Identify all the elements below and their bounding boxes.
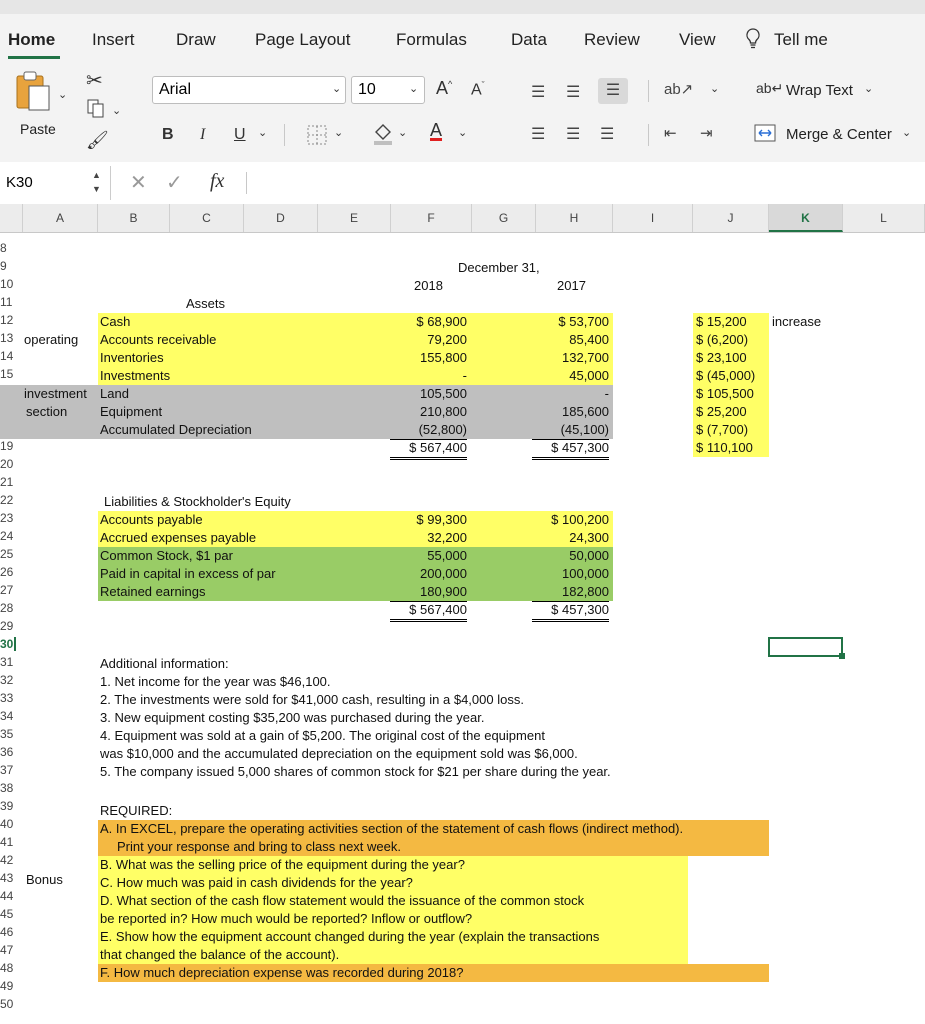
asset-label[interactable]: Accounts receivable — [100, 332, 217, 347]
section-label[interactable]: section — [26, 404, 68, 419]
tab-home-underline — [8, 56, 60, 59]
additional-info-line[interactable]: 3. New equipment costing $35,200 was purchased during the year. — [100, 710, 485, 725]
required-line[interactable]: F. How much depreciation expense was recorded during 2018? — [100, 965, 464, 980]
cancel-icon[interactable]: ✕ — [130, 172, 147, 194]
row-header[interactable]: 25 — [0, 547, 14, 561]
copy-dropdown-icon[interactable]: ⌄ — [112, 105, 122, 117]
liability-2018-value[interactable]: 180,900 — [390, 583, 467, 602]
name-box-value: K30 — [6, 174, 33, 191]
orientation-dropdown-icon[interactable]: ⌄ — [710, 83, 720, 95]
additional-info-line[interactable]: 2. The investments were sold for $41,000 cash, resulting in a $4,000 loss. — [100, 692, 524, 707]
italic-button[interactable]: I — [200, 126, 206, 143]
column-header-j[interactable]: J — [693, 204, 769, 232]
row-header[interactable]: 42 — [0, 853, 14, 867]
required-line[interactable]: REQUIRED: — [100, 803, 173, 818]
row-header[interactable]: 38 — [0, 781, 14, 795]
row-header[interactable]: 24 — [0, 529, 14, 543]
lightbulb-icon — [745, 28, 761, 55]
name-box-stepper-icon[interactable]: ▲ ▼ — [92, 170, 101, 194]
liab-total-2018[interactable]: $ 567,400 — [390, 601, 467, 622]
tab-review[interactable]: Review — [584, 30, 640, 49]
row-header[interactable]: 32 — [0, 673, 14, 687]
row-header[interactable]: 21 — [0, 475, 14, 489]
row-header[interactable]: 37 — [0, 763, 14, 777]
row-header[interactable]: 36 — [0, 745, 14, 759]
tab-tell-me[interactable]: Tell me — [774, 30, 828, 49]
wrap-text-icon[interactable]: ab↵ — [756, 80, 784, 96]
tab-formulas[interactable]: Formulas — [396, 30, 467, 49]
paste-icon[interactable] — [14, 70, 54, 119]
merge-center-dropdown-icon[interactable]: ⌄ — [902, 127, 912, 139]
underline-button[interactable]: U — [234, 126, 246, 143]
font-name-select[interactable]: Arial — [152, 76, 346, 104]
tab-page-layout[interactable]: Page Layout — [255, 30, 351, 49]
asset-2018-value[interactable]: 155,800 — [420, 350, 467, 365]
decrease-indent-icon[interactable]: ⇤ — [664, 125, 677, 142]
row-header[interactable]: 43 — [0, 871, 14, 885]
liability-2018-value[interactable]: 55,000 — [427, 548, 467, 563]
increase-indent-icon[interactable]: ⇥ — [700, 125, 713, 142]
row-header[interactable]: 30 — [0, 637, 16, 651]
row-header[interactable]: 47 — [0, 943, 14, 957]
underline-dropdown-icon[interactable]: ⌄ — [258, 127, 268, 139]
required-line[interactable]: C. How much was paid in cash dividends for the year? — [100, 875, 413, 890]
row-header[interactable]: 28 — [0, 601, 14, 615]
row-header[interactable]: 27 — [0, 583, 14, 597]
liability-label[interactable]: Common Stock, $1 par — [100, 548, 233, 563]
wrap-text-dropdown-icon[interactable]: ⌄ — [864, 83, 874, 95]
date-header[interactable]: December 31, — [458, 260, 540, 275]
assets-total-change[interactable]: $ 110,100 — [696, 440, 753, 455]
liability-label[interactable]: Paid in capital in excess of par — [100, 566, 276, 581]
row-header[interactable]: 49 — [0, 979, 14, 993]
decrease-font-icon[interactable]: $A^ˇ$ — [471, 80, 485, 99]
merge-center-button[interactable]: Merge & Center — [786, 126, 892, 143]
row-header[interactable]: 35 — [0, 727, 14, 741]
column-header-k[interactable]: K — [769, 204, 843, 232]
liability-2017-value[interactable]: 182,800 — [532, 583, 609, 602]
fill-handle[interactable] — [839, 653, 845, 659]
title-strip — [0, 0, 925, 14]
liability-2018-value[interactable]: $ 99,300 — [416, 512, 467, 527]
liability-2017-value[interactable]: 100,000 — [562, 566, 609, 581]
row-header[interactable]: 12 — [0, 313, 14, 327]
row-header[interactable]: 44 — [0, 889, 14, 903]
required-line[interactable]: Print your response and bring to class next week. — [117, 839, 401, 854]
asset-change-value[interactable]: $ 105,500 — [696, 386, 754, 401]
enter-icon[interactable]: ✓ — [166, 172, 183, 194]
asset-2018-value[interactable]: 105,500 — [420, 386, 467, 401]
asset-change-value[interactable]: $ 15,200 — [696, 314, 747, 329]
column-header-h[interactable]: H — [536, 204, 613, 232]
assets-total-2017[interactable]: $ 457,300 — [532, 439, 609, 460]
asset-label[interactable]: Equipment — [100, 404, 163, 419]
copy-icon[interactable] — [86, 98, 108, 123]
divider — [648, 80, 649, 102]
row-header[interactable]: 15 — [0, 367, 14, 381]
row-header[interactable]: 45 — [0, 907, 14, 921]
row-header[interactable]: 13 — [0, 331, 14, 345]
row-header[interactable]: 10 — [0, 277, 14, 291]
investment-label[interactable]: investment — [24, 386, 87, 401]
liability-2017-value[interactable]: 24,300 — [569, 530, 609, 545]
column-header-d[interactable]: D — [244, 204, 318, 232]
ribbon — [0, 0, 925, 163]
row-header[interactable]: 19 — [0, 439, 14, 453]
asset-label[interactable]: Land — [100, 386, 129, 401]
liabilities-title[interactable]: Liabilities & Stockholder's Equity — [104, 494, 291, 509]
selected-cell-k30[interactable] — [768, 637, 843, 657]
row-header[interactable]: 40 — [0, 817, 14, 831]
asset-change-value[interactable]: $ (45,000) — [696, 368, 756, 383]
font-color-dropdown-icon[interactable]: ⌄ — [458, 127, 468, 139]
year-2017-header[interactable]: 2017 — [557, 278, 586, 293]
asset-2017-value[interactable]: - — [604, 386, 609, 401]
additional-info-line[interactable]: 1. Net income for the year was $46,100. — [100, 674, 331, 689]
tab-home[interactable]: Home — [8, 30, 56, 49]
liability-2018-value[interactable]: 32,200 — [427, 530, 467, 545]
investment-gray-fill — [0, 385, 613, 439]
merge-center-icon[interactable] — [754, 124, 776, 147]
align-bottom-icon[interactable]: ☰ — [598, 78, 628, 104]
align-top-icon[interactable]: ☰ — [531, 84, 546, 101]
required-line[interactable]: that changed the balance of the account). — [100, 947, 340, 962]
additional-info-line[interactable]: 4. Equipment was sold at a gain of $5,200. The original cost of the equipment — [100, 728, 545, 743]
bonus-label[interactable]: Bonus — [26, 872, 63, 887]
liability-label[interactable]: Retained earnings — [100, 584, 206, 599]
required-line[interactable]: D. What section of the cash flow statement would the issuance of the common stock — [100, 893, 585, 908]
divider — [284, 124, 285, 146]
align-right-icon[interactable]: ☰ — [600, 126, 615, 143]
row-header[interactable]: 8 — [0, 241, 7, 255]
select-all-corner[interactable] — [0, 204, 23, 232]
row-header[interactable]: 39 — [0, 799, 14, 813]
asset-2018-value[interactable]: - — [462, 368, 467, 383]
asset-2018-value[interactable]: (52,800) — [390, 421, 467, 440]
align-center-icon[interactable]: ☰ — [566, 126, 581, 143]
name-box[interactable] — [0, 166, 111, 200]
borders-icon[interactable] — [306, 124, 328, 151]
row-header[interactable]: 33 — [0, 691, 14, 705]
assets-total-2018[interactable]: $ 567,400 — [390, 439, 467, 460]
font-name-dropdown-icon[interactable]: ⌄ — [332, 83, 342, 95]
wrap-text-button[interactable]: Wrap Text — [786, 82, 853, 99]
row-header[interactable]: 48 — [0, 961, 14, 975]
orientation-icon[interactable]: ab↗ — [664, 81, 694, 98]
divider — [648, 124, 649, 146]
asset-label[interactable]: Accumulated Depreciation — [100, 422, 252, 437]
asset-2017-value[interactable]: 132,700 — [562, 350, 609, 365]
asset-2017-value[interactable]: (45,100) — [532, 421, 609, 440]
column-header-g[interactable]: G — [472, 204, 536, 232]
cut-icon[interactable]: ✂ — [86, 70, 103, 92]
column-header-e[interactable]: E — [318, 204, 391, 232]
assets-title[interactable]: Assets — [186, 296, 226, 311]
row-header[interactable]: 23 — [0, 511, 14, 525]
column-headers — [0, 204, 925, 233]
asset-change-value[interactable]: $ 23,100 — [696, 350, 747, 365]
paste-label[interactable]: Paste — [20, 121, 56, 137]
row-header[interactable]: 29 — [0, 619, 14, 633]
font-color-icon[interactable]: A — [430, 120, 443, 140]
paste-dropdown-icon[interactable]: ⌄ — [58, 89, 68, 101]
asset-2018-value[interactable]: 210,800 — [420, 404, 467, 419]
row-header[interactable]: 20 — [0, 457, 14, 471]
row-header[interactable]: 9 — [0, 259, 7, 273]
asset-2018-value[interactable]: $ 68,900 — [416, 314, 467, 329]
font-size-select[interactable]: 10 — [351, 76, 425, 104]
asset-change-value[interactable]: $ 25,200 — [696, 404, 747, 419]
align-middle-icon[interactable]: ☰ — [566, 84, 581, 101]
row-header[interactable]: 11 — [0, 295, 13, 309]
additional-info-line[interactable]: Additional information: — [100, 656, 229, 671]
year-2018-header[interactable]: 2018 — [414, 278, 443, 293]
column-header-c[interactable]: C — [170, 204, 244, 232]
liability-label[interactable]: Accounts payable — [100, 512, 203, 527]
fill-color-dropdown-icon[interactable]: ⌄ — [398, 127, 408, 139]
formula-bar — [0, 162, 925, 205]
increase-font-icon[interactable]: A^ — [436, 78, 453, 98]
required-line[interactable]: E. Show how the equipment account changed during the year (explain the transactions — [100, 929, 600, 944]
required-line[interactable]: B. What was the selling price of the equipment during the year? — [100, 857, 465, 872]
liability-2017-value[interactable]: 50,000 — [569, 548, 609, 563]
formula-input[interactable] — [256, 172, 916, 194]
asset-change-value[interactable]: $ (6,200) — [696, 332, 749, 347]
sheet-grid[interactable] — [0, 232, 925, 1024]
row-header[interactable]: 26 — [0, 565, 14, 579]
asset-2017-value[interactable]: $ 53,700 — [558, 314, 609, 329]
liability-2017-value[interactable]: $ 100,200 — [551, 512, 609, 527]
operating-label[interactable]: operating — [24, 332, 79, 347]
fill-color-icon[interactable] — [372, 122, 394, 151]
asset-2017-value[interactable]: 85,400 — [569, 332, 609, 347]
asset-2017-value[interactable]: 45,000 — [569, 368, 609, 383]
liability-label[interactable]: Accrued expenses payable — [100, 530, 257, 545]
font-size-dropdown-icon[interactable]: ⌄ — [409, 83, 419, 95]
divider — [246, 172, 247, 194]
change-note[interactable]: increase — [772, 314, 822, 329]
format-painter-icon[interactable]: 🖌 — [86, 130, 109, 150]
asset-label[interactable]: Investments — [100, 368, 171, 383]
tab-view[interactable]: View — [679, 30, 716, 49]
liability-2018-value[interactable]: 200,000 — [420, 566, 467, 581]
asset-2018-value[interactable]: 79,200 — [427, 332, 467, 347]
tab-insert[interactable]: Insert — [92, 30, 135, 49]
row-header[interactable]: 46 — [0, 925, 14, 939]
row-header[interactable]: 41 — [0, 835, 14, 849]
column-header-b[interactable]: B — [98, 204, 170, 232]
column-header-l[interactable]: L — [843, 204, 925, 232]
required-line[interactable]: be reported in? How much would be reported? Inflow or outflow? — [100, 911, 473, 926]
asset-label[interactable]: Cash — [100, 314, 131, 329]
align-left-icon[interactable]: ☰ — [531, 126, 546, 143]
row-header[interactable]: 22 — [0, 493, 14, 507]
asset-label[interactable]: Inventories — [100, 350, 164, 365]
column-header-f[interactable]: F — [391, 204, 472, 232]
row-header[interactable]: 14 — [0, 349, 14, 363]
row-header[interactable]: 50 — [0, 997, 14, 1011]
insert-function-button[interactable]: fx — [210, 170, 225, 192]
additional-info-line[interactable]: 5. The company issued 5,000 shares of common stock for $21 per share during the year. — [100, 764, 611, 779]
borders-dropdown-icon[interactable]: ⌄ — [334, 127, 344, 139]
required-line[interactable]: A. In EXCEL, prepare the operating activities section of the statement of cash flows (indirect method). — [100, 821, 684, 836]
tab-draw[interactable]: Draw — [176, 30, 216, 49]
column-header-i[interactable]: I — [613, 204, 693, 232]
bold-button[interactable]: B — [162, 126, 174, 143]
column-header-a[interactable]: A — [23, 204, 98, 232]
row-header[interactable]: 34 — [0, 709, 14, 723]
tab-data[interactable]: Data — [511, 30, 547, 49]
asset-2017-value[interactable]: 185,600 — [562, 404, 609, 419]
liab-total-2017[interactable]: $ 457,300 — [532, 601, 609, 622]
asset-change-value[interactable]: $ (7,700) — [696, 422, 749, 437]
additional-info-line[interactable]: was $10,000 and the accumulated depreciation on the equipment sold was $6,000. — [100, 746, 578, 761]
row-header[interactable]: 31 — [0, 655, 14, 669]
